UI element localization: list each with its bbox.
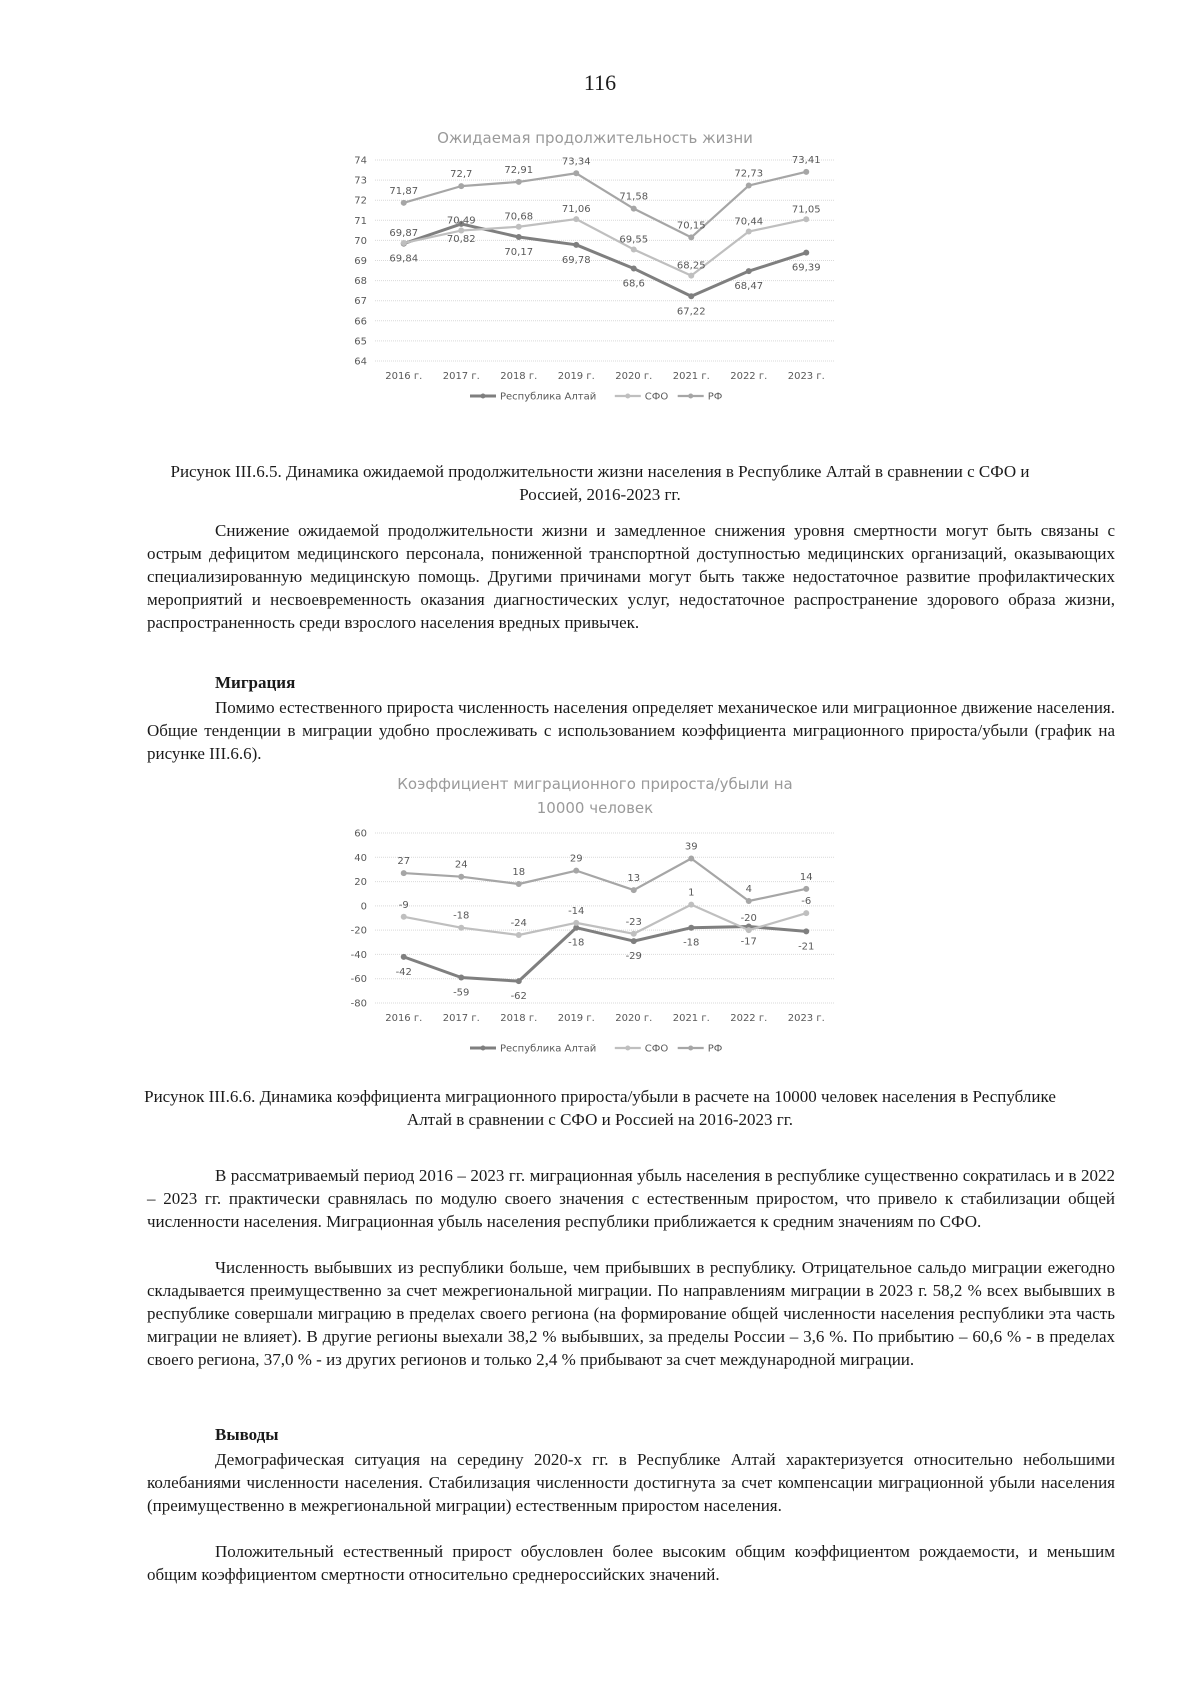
data-label: 68,47 bbox=[734, 281, 764, 293]
data-label: 29 bbox=[569, 853, 583, 865]
data-point bbox=[516, 881, 522, 887]
paragraph-6: Положительный естественный прирост обусловлен более высоким общим коэффициентом рождаемости, и меньшим общим коэффициентом смертности относительно среднероссийских значений. bbox=[147, 1542, 1115, 1584]
x-tick-label: 2016 г. bbox=[385, 1013, 423, 1024]
data-label: 71,05 bbox=[791, 204, 821, 216]
data-label: 68,25 bbox=[676, 260, 706, 272]
data-label: 27 bbox=[397, 856, 411, 868]
y-tick-label: 0 bbox=[360, 901, 367, 913]
data-label: -6 bbox=[801, 896, 812, 908]
data-point bbox=[746, 229, 752, 235]
data-label: 71,06 bbox=[561, 204, 591, 216]
data-label: 69,78 bbox=[561, 254, 591, 266]
y-tick-label: -80 bbox=[350, 998, 367, 1010]
data-label: 70,82 bbox=[446, 233, 476, 245]
life-expectancy-chart-svg bbox=[345, 128, 915, 450]
data-label: 68,6 bbox=[622, 278, 645, 290]
data-label: 73,34 bbox=[561, 156, 591, 168]
y-tick-label: 60 bbox=[354, 828, 367, 840]
legend-label: СФО bbox=[644, 1043, 669, 1055]
data-point bbox=[573, 920, 579, 926]
data-label: -42 bbox=[395, 966, 412, 978]
data-point bbox=[631, 938, 637, 944]
data-point bbox=[573, 242, 579, 248]
data-label: -9 bbox=[398, 899, 409, 911]
y-tick-label: 71 bbox=[354, 215, 367, 227]
data-label: -18 bbox=[568, 937, 585, 949]
data-point bbox=[401, 954, 407, 960]
heading-migration: Миграция bbox=[215, 673, 296, 692]
y-tick-label: 74 bbox=[354, 155, 367, 167]
data-label: 69,55 bbox=[619, 234, 649, 246]
data-point bbox=[401, 240, 407, 246]
data-point bbox=[803, 910, 809, 916]
data-label: -21 bbox=[798, 941, 815, 953]
legend-marker bbox=[481, 394, 486, 399]
data-point bbox=[688, 902, 694, 908]
x-tick-label: 2021 г. bbox=[672, 1013, 710, 1024]
data-point bbox=[746, 183, 752, 189]
data-label: 70,49 bbox=[446, 215, 476, 227]
data-label: -29 bbox=[625, 951, 642, 963]
data-point bbox=[401, 870, 407, 876]
data-point bbox=[631, 887, 637, 893]
chart-title: Коэффициент миграционного прироста/убыли на bbox=[397, 775, 793, 793]
x-tick-label: 2022 г. bbox=[730, 1013, 768, 1024]
legend-label: СФО bbox=[644, 391, 669, 403]
heading-conclusions: Выводы bbox=[215, 1425, 279, 1444]
data-point bbox=[688, 234, 694, 240]
x-tick-label: 2016 г. bbox=[385, 371, 423, 382]
data-label: -17 bbox=[740, 936, 757, 948]
x-tick-label: 2017 г. bbox=[442, 1013, 480, 1024]
data-label: -18 bbox=[683, 937, 700, 949]
data-point bbox=[573, 170, 579, 176]
data-point bbox=[516, 234, 522, 240]
data-label: 67,22 bbox=[676, 306, 706, 318]
data-point bbox=[631, 931, 637, 937]
data-point bbox=[458, 975, 464, 981]
data-label: -59 bbox=[453, 987, 470, 999]
data-point bbox=[401, 914, 407, 920]
data-point bbox=[401, 200, 407, 206]
data-label: -20 bbox=[740, 913, 757, 925]
data-label: 70,44 bbox=[734, 216, 764, 228]
data-label: 70,68 bbox=[504, 211, 534, 223]
data-point bbox=[688, 293, 694, 299]
legend-marker bbox=[625, 394, 630, 399]
y-tick-label: 68 bbox=[354, 276, 367, 288]
data-label: 1 bbox=[688, 887, 695, 899]
y-tick-label: -60 bbox=[350, 974, 367, 986]
data-label: 69,87 bbox=[389, 228, 419, 240]
data-point bbox=[688, 925, 694, 931]
data-point bbox=[688, 856, 694, 862]
data-label: 24 bbox=[454, 859, 468, 871]
y-tick-label: 40 bbox=[354, 852, 367, 864]
x-tick-label: 2019 г. bbox=[557, 371, 595, 382]
x-tick-label: 2023 г. bbox=[787, 1013, 825, 1024]
y-tick-label: 64 bbox=[354, 356, 367, 368]
x-tick-label: 2022 г. bbox=[730, 371, 768, 382]
data-point bbox=[746, 898, 752, 904]
x-tick-label: 2017 г. bbox=[442, 371, 480, 382]
data-point bbox=[458, 925, 464, 931]
data-point bbox=[573, 868, 579, 874]
migration-chart-svg bbox=[345, 770, 915, 1070]
data-label: 39 bbox=[684, 841, 698, 853]
y-tick-label: 66 bbox=[354, 316, 367, 328]
legend-label: Республика Алтай bbox=[500, 1043, 597, 1055]
legend-marker bbox=[625, 1046, 630, 1051]
data-point bbox=[458, 874, 464, 880]
data-label: 71,58 bbox=[619, 191, 649, 203]
y-tick-label: 70 bbox=[354, 235, 367, 247]
paragraph-5: Демографическая ситуация на середину 2020-х гг. в Республике Алтай характеризуется относительно небольшими колебаниями численности населения. Стабилизация численности достигнута за счет компенсации миграционной убыли населения (преимущественно в межрегиональной миграции) естественным приростом населения. bbox=[147, 1450, 1115, 1515]
data-point bbox=[573, 216, 579, 222]
data-point bbox=[458, 228, 464, 234]
data-point bbox=[631, 246, 637, 252]
x-tick-label: 2018 г. bbox=[500, 371, 538, 382]
data-label: 73,41 bbox=[791, 154, 821, 166]
data-label: 71,87 bbox=[389, 185, 419, 197]
page-number: 116 bbox=[583, 70, 617, 95]
data-point bbox=[516, 224, 522, 230]
data-point bbox=[803, 886, 809, 892]
data-point bbox=[803, 169, 809, 175]
figure2-caption: Рисунок III.6.6. Динамика коэффициента миграционного прироста/убыли в расчете на 10000 человек населения в Республике Алтай в сравнении с СФО и Россией на 2016-2023 гг. bbox=[144, 1087, 1056, 1129]
chart-title: 10000 человек bbox=[536, 799, 654, 817]
y-tick-label: 67 bbox=[354, 296, 367, 308]
y-tick-label: 65 bbox=[354, 336, 367, 348]
data-label: 70,15 bbox=[676, 220, 706, 232]
legend-label: РФ bbox=[707, 391, 723, 403]
x-tick-label: 2023 г. bbox=[787, 371, 825, 382]
chart-title: Ожидаемая продолжительность жизни bbox=[437, 129, 753, 147]
data-label: 70,17 bbox=[504, 246, 534, 258]
y-tick-label: 73 bbox=[354, 175, 367, 187]
data-label: 69,84 bbox=[389, 253, 419, 265]
data-point bbox=[803, 928, 809, 934]
data-point bbox=[746, 268, 752, 274]
data-point bbox=[688, 273, 694, 279]
x-tick-label: 2021 г. bbox=[672, 371, 710, 382]
paragraph-4: Численность выбывших из республики больше, чем прибывших в республику. Отрицательное сальдо миграции ежегодно складывается преимущественно за счет межрегиональной миграции. По направлениям миграции в 2023 г. 58,2 % всех выбывших в республике совершали миграцию в пределах своего региона (на формирование общей численности населения республики эта часть миграции не влияет). В другие регионы выехали 38,2 % выбывших, за пределы России – 3,6 %. По прибытию – 60,6 % - в пределах своего региона, 37,0 % - из других регионов и только 2,4 % прибывают за счет международной миграции. bbox=[147, 1258, 1115, 1369]
y-tick-label: 20 bbox=[354, 877, 367, 889]
data-point bbox=[746, 927, 752, 933]
data-point bbox=[803, 250, 809, 256]
life-expectancy-chart bbox=[345, 128, 915, 450]
data-point bbox=[516, 978, 522, 984]
legend-marker bbox=[481, 1046, 486, 1051]
data-label: -24 bbox=[510, 918, 527, 929]
data-label: 14 bbox=[799, 871, 813, 883]
data-label: 4 bbox=[745, 884, 752, 895]
legend-marker bbox=[688, 394, 693, 399]
data-label: 69,39 bbox=[791, 262, 821, 274]
series-line-1 bbox=[404, 927, 807, 982]
y-tick-label: -20 bbox=[350, 925, 367, 937]
legend-label: Республика Алтай bbox=[500, 391, 597, 403]
data-label: -62 bbox=[510, 991, 527, 1003]
data-point bbox=[516, 179, 522, 185]
data-point bbox=[516, 932, 522, 938]
migration-chart bbox=[345, 770, 915, 1070]
x-tick-label: 2018 г. bbox=[500, 1013, 538, 1024]
data-label: -23 bbox=[625, 916, 642, 928]
y-tick-label: -40 bbox=[350, 949, 367, 961]
legend-label: РФ bbox=[707, 1043, 723, 1055]
paragraph-1: Снижение ожидаемой продолжительности жизни и замедленное снижения уровня смертности могут быть связаны с острым дефицитом медицинского персонала, пониженной транспортной доступностью медицинских организаций, оказывающих специализированную медицинскую помощь. Другими причинами могут быть также недостаточное развитие профилактических мероприятий и несвоевременность оказания диагностических услуг, недостаточное распространение здорового образа жизни, распространенность среди взрослого населения вредных привычек. bbox=[147, 521, 1115, 632]
legend-marker bbox=[688, 1046, 693, 1051]
paragraph-3: В рассматриваемый период 2016 – 2023 гг. миграционная убыль населения в республике существенно сократилась и в 2022 – 2023 гг. практически сравнялась по модулю своего значения с естественным приростом, что привело к стабилизации общей численности населения. Миграционная убыль населения республики приближается к средним значениям по СФО. bbox=[147, 1166, 1115, 1231]
y-tick-label: 72 bbox=[354, 195, 367, 207]
paragraph-2: Помимо естественного прироста численность населения определяет механическое или миграционное движение населения. Общие тенденции в миграции удобно прослеживать с использованием коэффициента миграционного прироста/убыли (график на рисунке III.6.6). bbox=[147, 698, 1115, 763]
data-label: 18 bbox=[512, 867, 526, 878]
data-point bbox=[631, 206, 637, 212]
data-label: 72,7 bbox=[450, 169, 473, 181]
y-tick-label: 69 bbox=[354, 256, 367, 267]
x-tick-label: 2020 г. bbox=[615, 1013, 653, 1024]
figure1-caption: Рисунок III.6.5. Динамика ожидаемой продолжительности жизни населения в Республике Алтай в сравнении с СФО и Россией, 2016-2023 гг. bbox=[170, 462, 1030, 504]
data-label: -18 bbox=[453, 910, 470, 922]
data-point bbox=[631, 266, 637, 272]
data-label: 72,73 bbox=[734, 168, 764, 180]
data-point bbox=[458, 183, 464, 189]
data-label: 13 bbox=[627, 873, 641, 885]
data-label: -14 bbox=[568, 905, 585, 917]
x-tick-label: 2020 г. bbox=[615, 371, 653, 382]
data-label: 72,91 bbox=[504, 164, 534, 176]
x-tick-label: 2019 г. bbox=[557, 1013, 595, 1024]
data-point bbox=[803, 216, 809, 222]
